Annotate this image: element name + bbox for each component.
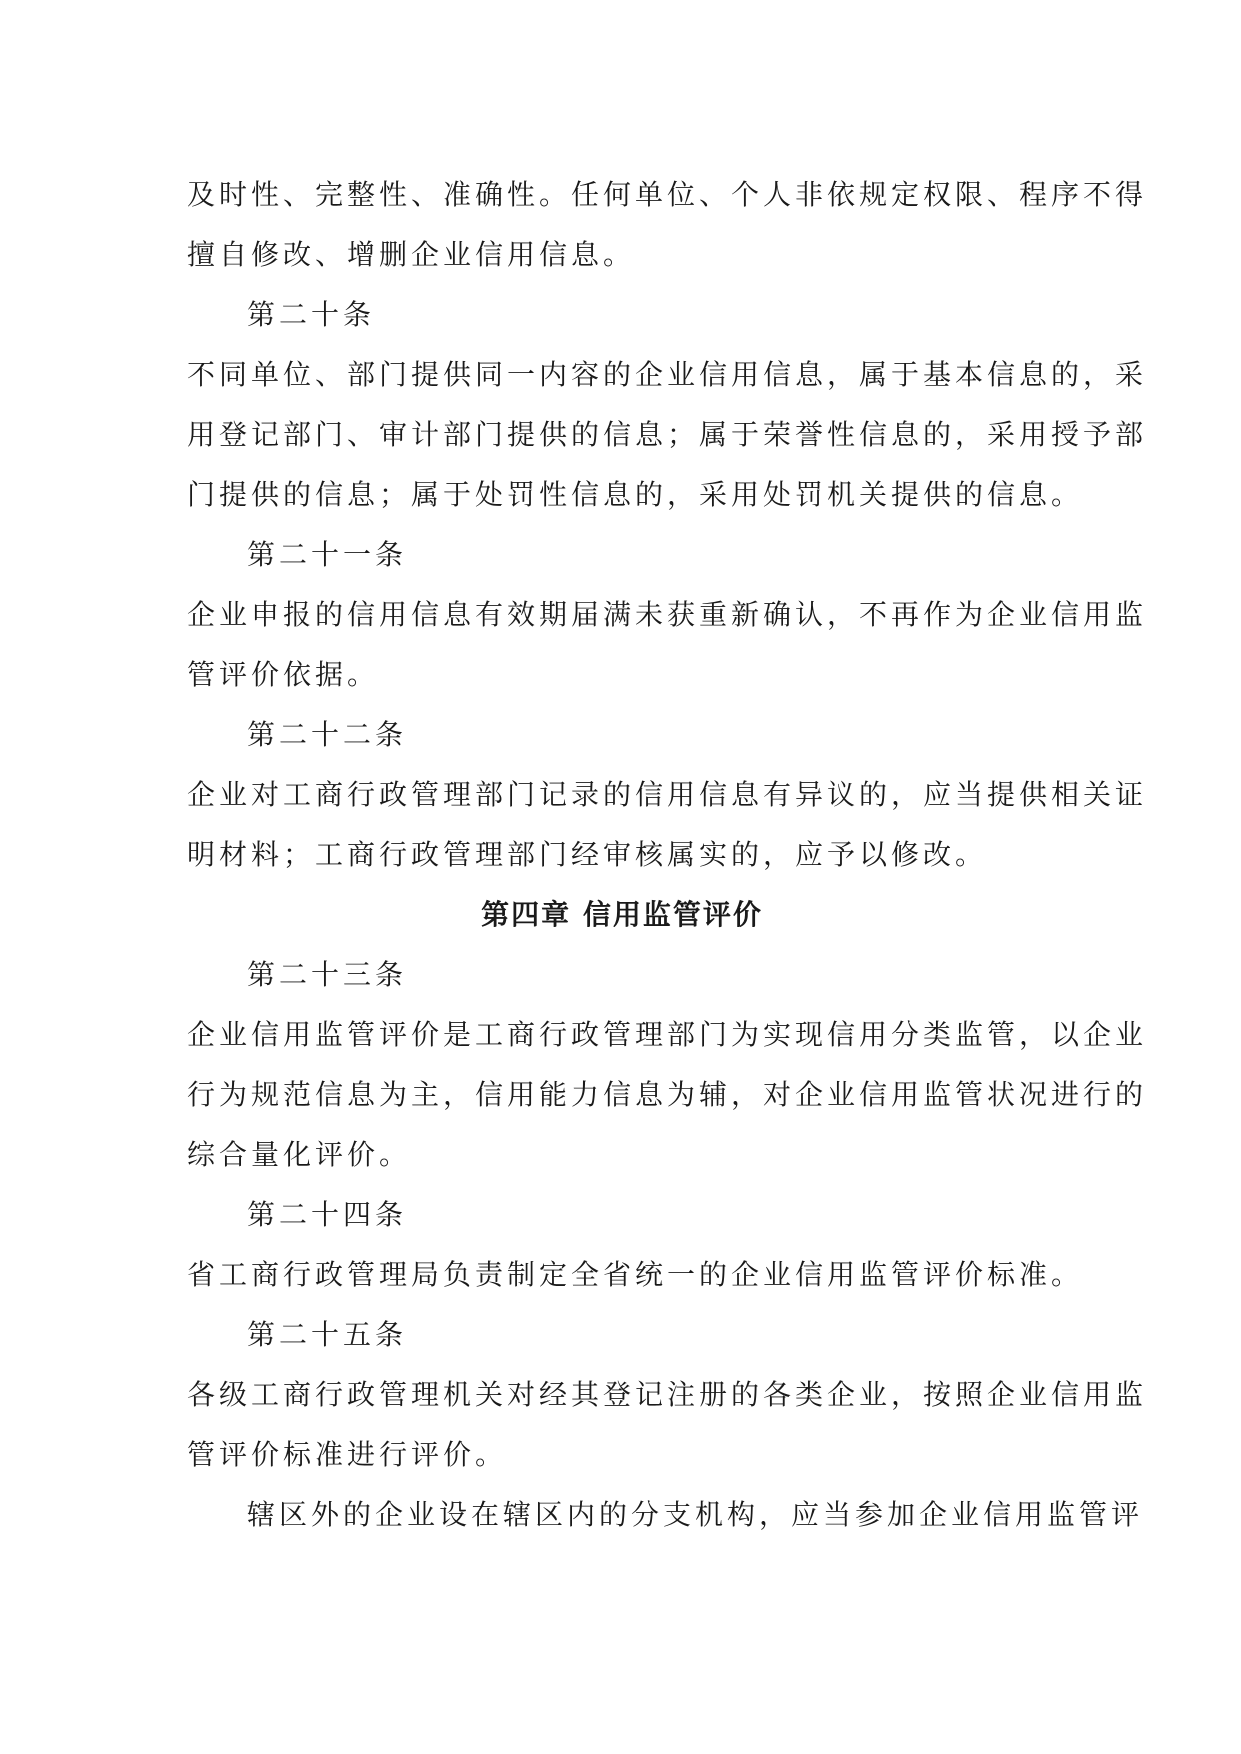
body-text-line: 不同单位、部门提供同一内容的企业信用信息，属于基本信息的，采 <box>187 358 1148 391</box>
body-text-line: 用登记部门、审计部门提供的信息；属于荣誉性信息的，采用授予部 <box>187 418 1148 451</box>
body-text-line: 明材料；工商行政管理部门经审核属实的，应予以修改。 <box>187 838 988 871</box>
article-heading: 第二十二条 <box>247 718 408 751</box>
body-text-line: 综合量化评价。 <box>187 1138 412 1171</box>
body-text-line: 行为规范信息为主，信用能力信息为辅，对企业信用监管状况进行的 <box>187 1078 1148 1111</box>
body-text-line: 省工商行政管理局负责制定全省统一的企业信用监管评价标准。 <box>187 1258 1084 1291</box>
body-text-line: 各级工商行政管理机关对经其登记注册的各类企业，按照企业信用监 <box>187 1378 1148 1411</box>
body-text-line: 擅自修改、增删企业信用信息。 <box>187 238 636 271</box>
body-text-line: 及时性、完整性、准确性。任何单位、个人非依规定权限、程序不得 <box>187 178 1148 211</box>
body-text-line: 企业对工商行政管理部门记录的信用信息有异议的，应当提供相关证 <box>187 778 1148 811</box>
article-heading: 第二十条 <box>247 298 376 331</box>
body-text-line: 管评价标准进行评价。 <box>187 1438 508 1471</box>
article-heading: 第二十三条 <box>247 958 408 991</box>
body-text-line: 企业信用监管评价是工商行政管理部门为实现信用分类监管，以企业 <box>187 1018 1148 1051</box>
body-text-line: 管评价依据。 <box>187 658 380 691</box>
article-heading: 第二十四条 <box>247 1198 408 1231</box>
body-text-line: 门提供的信息；属于处罚性信息的，采用处罚机关提供的信息。 <box>187 478 1084 511</box>
article-heading: 第二十一条 <box>247 538 408 571</box>
body-text-line: 企业申报的信用信息有效期届满未获重新确认，不再作为企业信用监 <box>187 598 1148 631</box>
chapter-heading: 第四章 信用监管评价 <box>481 898 763 931</box>
article-heading: 第二十五条 <box>247 1318 408 1351</box>
document-body <box>187 165 1148 1545</box>
indented-paragraph-line: 辖区外的企业设在辖区内的分支机构，应当参加企业信用监管评 <box>247 1498 1144 1531</box>
